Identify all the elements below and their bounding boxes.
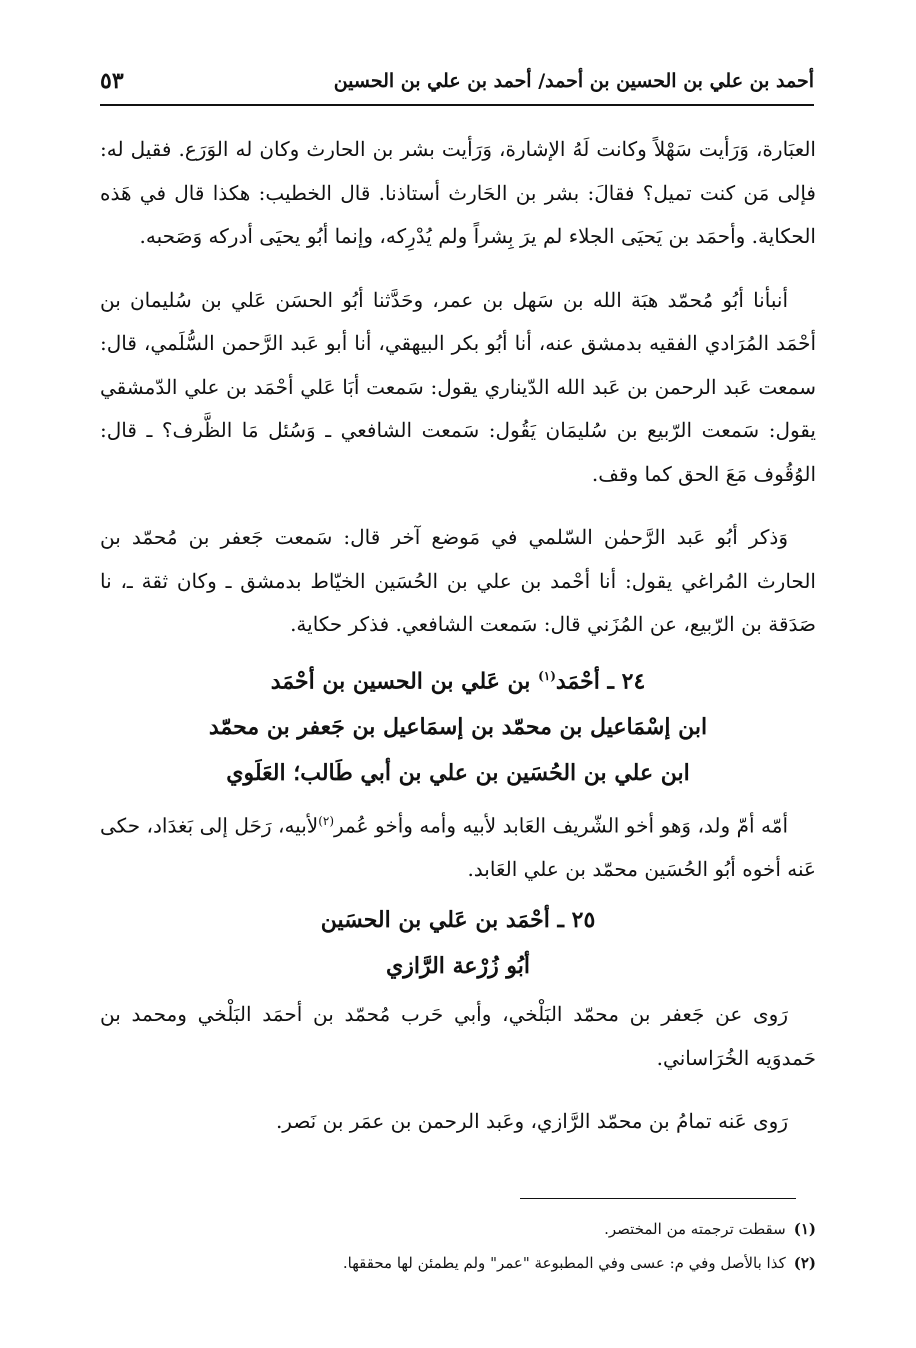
entry-24-name: أحْمَد <box>555 667 600 694</box>
entry-24-lineage: بن عَلي بن الحسين بن أحْمَد <box>270 667 531 694</box>
paragraph-2: أنبأنا أبُو مُحمّد هبَة الله بن سَهل بن عمر، وحَدَّثنا أبُو الحسَن عَلي بن سُليمان بن أحْمَد المُرَادي الفقيه بدمشق عنه، أنا أبُو بكر البيهقي، أنا أبو عَبد الرَّحمن السُّلَمي، قال: سمعت عَبد الرحمن بن عَبد الله الدّيناري يقول: سَمعت أبَا عَلي أحْمَد بن علي الدّمشقي يقول: سَمعت الرّبيع بن سُليمَان يَقُول: سَمعت الشافعي ـ وَسُئل مَا الظَّرف؟ ـ قال: الوُقُوف مَعَ الحق كما وقف. <box>100 287 816 486</box>
header-rule <box>100 104 814 106</box>
paragraph-gap <box>100 259 816 279</box>
paragraph-gap <box>100 496 816 516</box>
paragraph-1: العبَارة، وَرَأيت سَهْلاً وكانت لَهُ الإشارة، وَرَأيت بشر بن الحارث وكان له الوَرَع. فقيل له: فإلى مَن كنت تميل؟ فقالَ: بشر بن الحَارث أستاذنا. قال الخطيب: هكذا قال في هَذه الحكاية. وأحمَد بن يَحيَى الجلاء لم يرَ بِشراً ولم يُدْرِكه، وإنما أبُو يحيَى أدركه وَصَحبه. <box>100 137 816 248</box>
footnote-2 <box>100 1246 816 1280</box>
footnote-ref-1: (١) <box>538 668 556 683</box>
footnote-ref-2: (٢) <box>318 813 335 828</box>
entry-25-heading <box>100 897 816 989</box>
footnotes <box>100 1212 816 1280</box>
entry-24-heading <box>100 653 816 796</box>
entry-25-line-1: ٢٥ ـ أحْمَد بن عَلي بن الحسَين <box>320 907 596 934</box>
footnote-rule <box>520 1198 796 1199</box>
paragraph-3: وَذكر أبُو عَبد الرَّحمٰن السّلمي في مَوضع آخر قال: سَمعت جَعفر بن مُحمّد بن الحارث المُراغي يقول: أنا أحْمد بن علي بن الحُسَين الخيّاط بدمشق ـ وكان ثقة ـ، نا صَدَقة بن الرّبيع، عن المُزَني قال: سَمعت الشافعي. فذكر حكاية. <box>100 525 816 636</box>
footnote-1-text: سقطت ترجمته من المختصر. <box>604 1220 786 1238</box>
page-header <box>100 62 814 106</box>
running-title: أحمد بن علي بن الحسين بن أحمد/ أحمد بن علي بن الحسين <box>333 70 814 92</box>
paragraph-gap <box>100 1080 816 1100</box>
entry-24-text-part-2: لأبيه، رَحَل إلى بَغدَاد، حكى عَنه أخوه أبُو الحُسَين محمّد بن علي العَابد. <box>100 813 816 881</box>
entry-24-text-part-1: أمّه أمّ ولد، وَهو أخو الشّريف العَابد لأبيه وأمه وأخو عُمر <box>334 813 789 838</box>
page-number: ٥٣ <box>100 68 124 94</box>
footnote-2-text: كذا بالأصل وفي م: عسى وفي المطبوعة "عمر" ولم يطمئن لها محققها. <box>342 1254 786 1272</box>
footnote-1-mark: (١) <box>793 1220 816 1238</box>
entry-25-text-2: رَوى عَنه تمامُ بن محمّد الرَّازي، وعَبد الرحمن بن عمَر بن نَصر. <box>275 1109 788 1134</box>
page-body <box>100 128 816 1144</box>
entry-24-line-1: ٢٤ ـ أحْمَد$^{(١)}$ بن عَلي بن الحسين بن أحْمَد <box>270 667 646 694</box>
entry-24-line-2: ابن إسْمَاعيل بن محمّد بن إسمَاعيل بن جَعفر بن محمّد <box>208 713 708 740</box>
entry-24-number: ٢٤ <box>621 667 646 694</box>
entry-25-text-1: رَوى عن جَعفر بن محمّد البَلْخي، وأبي حَرب مُحمّد بن أحمَد البَلْخي ومحمد بن حَمدوَيه الخُرَاساني. <box>100 1002 816 1070</box>
footnote-1 <box>100 1212 816 1246</box>
footnote-2-mark: (٢) <box>793 1254 816 1272</box>
entry-24-text <box>100 800 816 892</box>
entry-24-line-3: ابن علي بن الحُسَين بن علي بن أبي طَالب؛ العَلَوي <box>226 759 690 786</box>
entry-25-line-2: أبُو زُرْعة الرَّازي <box>386 953 530 980</box>
